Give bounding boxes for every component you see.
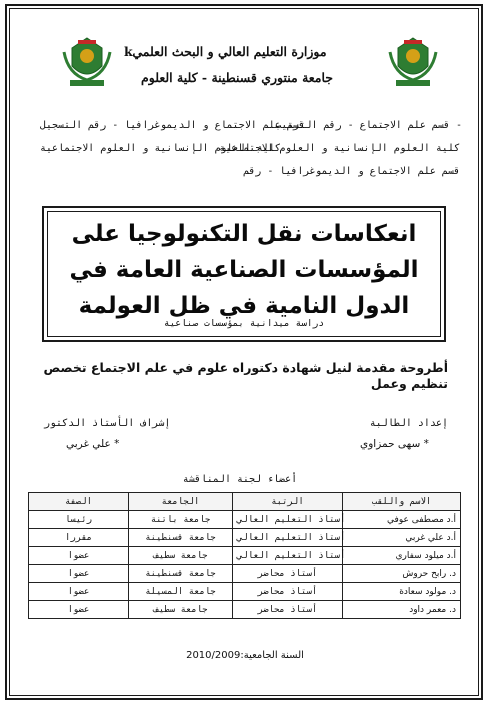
jury-header-row: [29, 493, 461, 511]
jury-university: جامعة قسنطينة: [129, 565, 233, 583]
jury-member-name: د. مولود سعادة: [343, 583, 461, 601]
jury-grade: أستاذ التعليم العالي: [233, 511, 343, 529]
jury-grade: أستاذ التعليم العالي: [233, 529, 343, 547]
jury-role: مقررا: [29, 529, 129, 547]
jury-caption: أعضاء لجنة المناقشة: [182, 474, 298, 485]
table-row: [29, 547, 461, 565]
jury-university: جامعة قسنطينة: [129, 529, 233, 547]
academic-year: السنة الجامعية:2010/2009: [186, 650, 304, 661]
university-header: جامعة منتوري قسنطينة - كلية العلوم: [141, 70, 334, 85]
table-row: [29, 511, 461, 529]
jury-grade: أستاذ محاضر: [233, 583, 343, 601]
student-name: * سهى حمزاوي: [360, 438, 429, 450]
jury-grade: أستاذ محاضر: [233, 601, 343, 619]
jury-header-university: الجامعة: [129, 493, 233, 511]
university-logo-left: [58, 34, 116, 90]
left-block-line1: قسم علم الاجتماع و الديموغرافيا - رقم التسجيل: [40, 120, 305, 131]
jury-university: جامعة باتنة: [129, 511, 233, 529]
thesis-title-box: [42, 206, 446, 342]
jury-university: جامعة المسيلة: [129, 583, 233, 601]
jury-grade: أستاذ محاضر: [233, 565, 343, 583]
supervisor-label: إشراف الأستاذ الدكتور: [44, 418, 171, 429]
table-row: [29, 601, 461, 619]
jury-role: عضوا: [29, 583, 129, 601]
table-row: [29, 529, 461, 547]
supervisor-name: * علي غربي: [66, 438, 120, 450]
jury-member-name: أ.د مصطفى عوفي: [343, 511, 461, 529]
table-row: [29, 583, 461, 601]
jury-member-name: د. معمر داود: [343, 601, 461, 619]
jury-university: جامعة سطيف: [129, 547, 233, 565]
right-block-line3: قسم علم الاجتماع و الديموغرافيا - رقم: [243, 166, 460, 177]
ministry-header: kموزارة التعليم العالي و البحث العلمي: [124, 44, 327, 59]
thesis-subtitle: دراسة ميدانية بمؤسسات صناعية: [163, 318, 325, 329]
jury-member-name: أ.د علي غربي: [343, 529, 461, 547]
jury-role: عضوا: [29, 565, 129, 583]
jury-header-grade: الرتبة: [233, 493, 343, 511]
jury-role: عضوا: [29, 601, 129, 619]
jury-member-name: أ.د ميلود سفاري: [343, 547, 461, 565]
table-row: [29, 565, 461, 583]
jury-university: جامعة سطيف: [129, 601, 233, 619]
jury-table: [28, 492, 461, 619]
jury-role: عضوا: [29, 547, 129, 565]
right-block-line2: كلية العلوم الإنسانية و العلوم الاجتماعية: [219, 143, 460, 154]
student-label: إعداد الطالبة: [369, 418, 448, 429]
left-block-line2: كلية العلوم الإنسانية و العلوم الاجتماعية: [40, 143, 281, 154]
right-block-line1: - قسم علم الاجتماع - رقم الترتيب: [275, 120, 462, 131]
thesis-title: انعكاسات نقل التكنولوجيا على المؤسسات الصناعية العامة في الدول النامية في ظل العولمة: [69, 221, 419, 319]
university-logo-right: [384, 34, 442, 90]
thesis-description: أطروحة مقدمة لنيل شهادة دكتوراه علوم في علم الاجتماع تخصص تنظيم وعمل: [43, 360, 448, 391]
jury-header-name: الاسم واللقب: [343, 493, 461, 511]
jury-grade: أستاذ التعليم العالي: [233, 547, 343, 565]
jury-member-name: د. رابح حروش: [343, 565, 461, 583]
jury-header-role: الصفة: [29, 493, 129, 511]
jury-role: رئيسا: [29, 511, 129, 529]
